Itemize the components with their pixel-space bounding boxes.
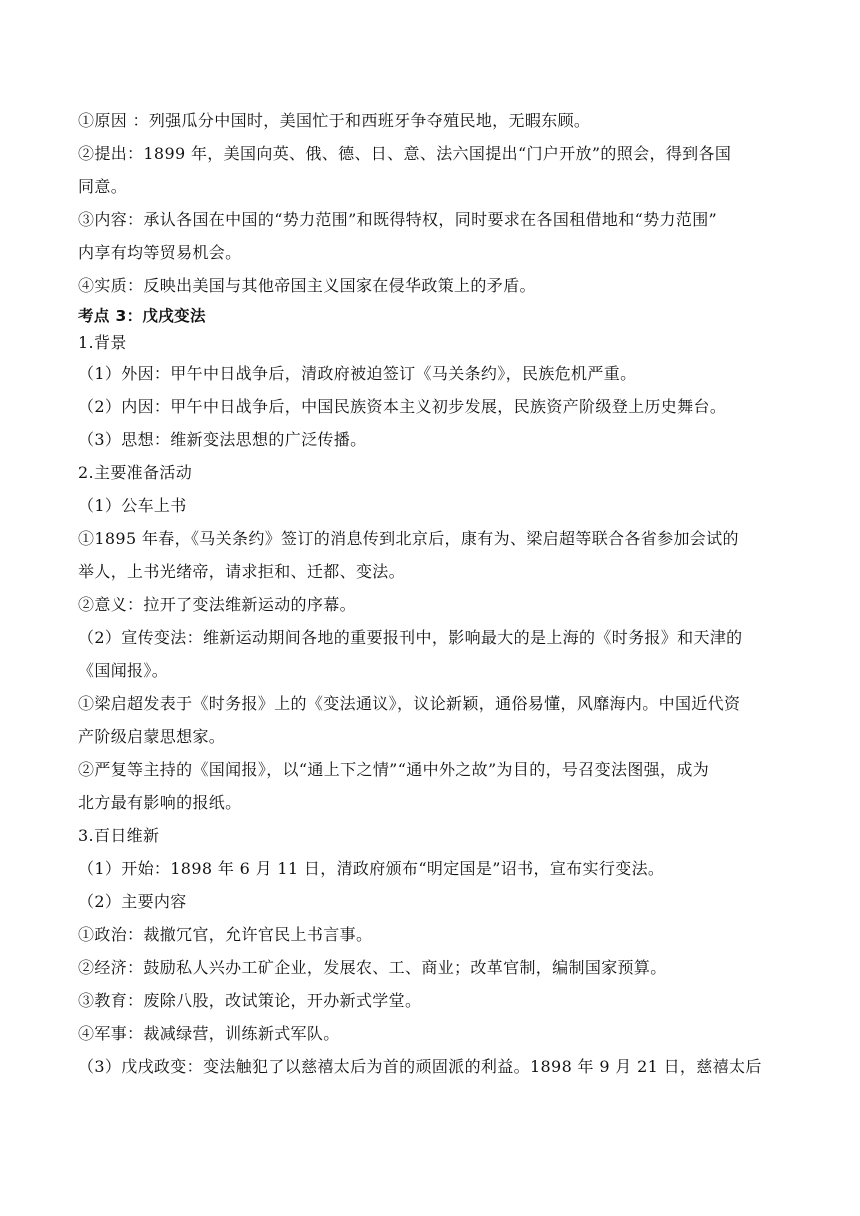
text-line-education: ③教育：废除八股，改试策论，开办新式学堂。 bbox=[78, 991, 422, 1010]
text-line-economy: ②经济：鼓励私人兴办工矿企业，发展农、工、商业；改革官制，编制国家预算。 bbox=[78, 958, 667, 977]
text-line-propaganda: （2）宣传变法：维新运动期间各地的重要报刊中，影响最大的是上海的《时务报》和天津的 bbox=[78, 628, 743, 647]
text-line-propaganda-cont: 《国闻报》。 bbox=[78, 661, 169, 680]
text-line-politics: ①政治：裁撤冗官，允许官民上书言事。 bbox=[78, 925, 373, 944]
text-line-significance: ②意义：拉开了变法维新运动的序幕。 bbox=[78, 595, 356, 614]
text-line-content-cont: 内享有均等贸易机会。 bbox=[78, 243, 242, 262]
text-line-liang-qichao: ①梁启超发表于《时务报》上的《变法通议》，议论新颖，通俗易懂，风靡海内。中国近代资 bbox=[78, 694, 741, 713]
text-line-yan-fu: ②严复等主持的《国闻报》，以“通上下之情”“通中外之故”为目的，号召变法图强，成为 bbox=[78, 760, 710, 779]
text-line-proposal-cont: 同意。 bbox=[78, 177, 128, 196]
subheading-background: 1.背景 bbox=[78, 333, 127, 352]
text-line-start: （1）开始：1898 年 6 月 11 日，清政府颁布“明定国是”诏书，宣布实行变法。 bbox=[78, 859, 665, 878]
text-line-petition: ①1895 年春，《马关条约》签订的消息传到北京后，康有为、梁启超等联合各省参加会试的 bbox=[78, 529, 739, 548]
text-line-external-cause: （1）外因：甲午中日战争后，清政府被迫签订《马关条约》，民族危机严重。 bbox=[78, 364, 637, 383]
text-line-main-content: （2）主要内容 bbox=[78, 892, 187, 911]
subheading-hundred-days: 3.百日维新 bbox=[78, 826, 160, 845]
section-heading: 考点 3：戊戌变法 bbox=[78, 307, 206, 325]
text-line-military: ④军事：裁减绿营，训练新式军队。 bbox=[78, 1024, 340, 1043]
text-line-ideology: （3）思想：维新变法思想的广泛传播。 bbox=[78, 430, 367, 449]
text-line-reason: ①原因 ：列强瓜分中国时，美国忙于和西班牙争夺殖民地，无暇东顾。 bbox=[78, 111, 591, 130]
text-line-content: ③内容：承认各国在中国的“势力范围”和既得特权，同时要求在各国租借地和“势力范围” bbox=[78, 210, 718, 229]
text-line-liang-qichao-cont: 产阶级启蒙思想家。 bbox=[78, 727, 226, 746]
text-line-petition-cont: 举人，上书光绪帝，请求拒和、迁都、变法。 bbox=[78, 562, 406, 581]
text-line-petition-title: （1）公车上书 bbox=[78, 496, 187, 515]
subheading-preparation: 2.主要准备活动 bbox=[78, 463, 193, 482]
text-line-proposal: ②提出：1899 年，美国向英、俄、德、日、意、法六国提出“门户开放”的照会，得到各国 bbox=[78, 144, 732, 163]
document-body bbox=[78, 104, 790, 1083]
text-line-essence: ④实质：反映出美国与其他帝国主义国家在侵华政策上的矛盾。 bbox=[78, 276, 536, 295]
text-line-coup: （3）戊戌政变：变法触犯了以慈禧太后为首的顽固派的利益。1898 年 9 月 21 日，慈禧太后 bbox=[78, 1057, 762, 1076]
text-line-internal-cause: （2）内因：甲午中日战争后，中国民族资本主义初步发展，民族资产阶级登上历史舞台。 bbox=[78, 397, 727, 416]
text-line-yan-fu-cont: 北方最有影响的报纸。 bbox=[78, 793, 242, 812]
